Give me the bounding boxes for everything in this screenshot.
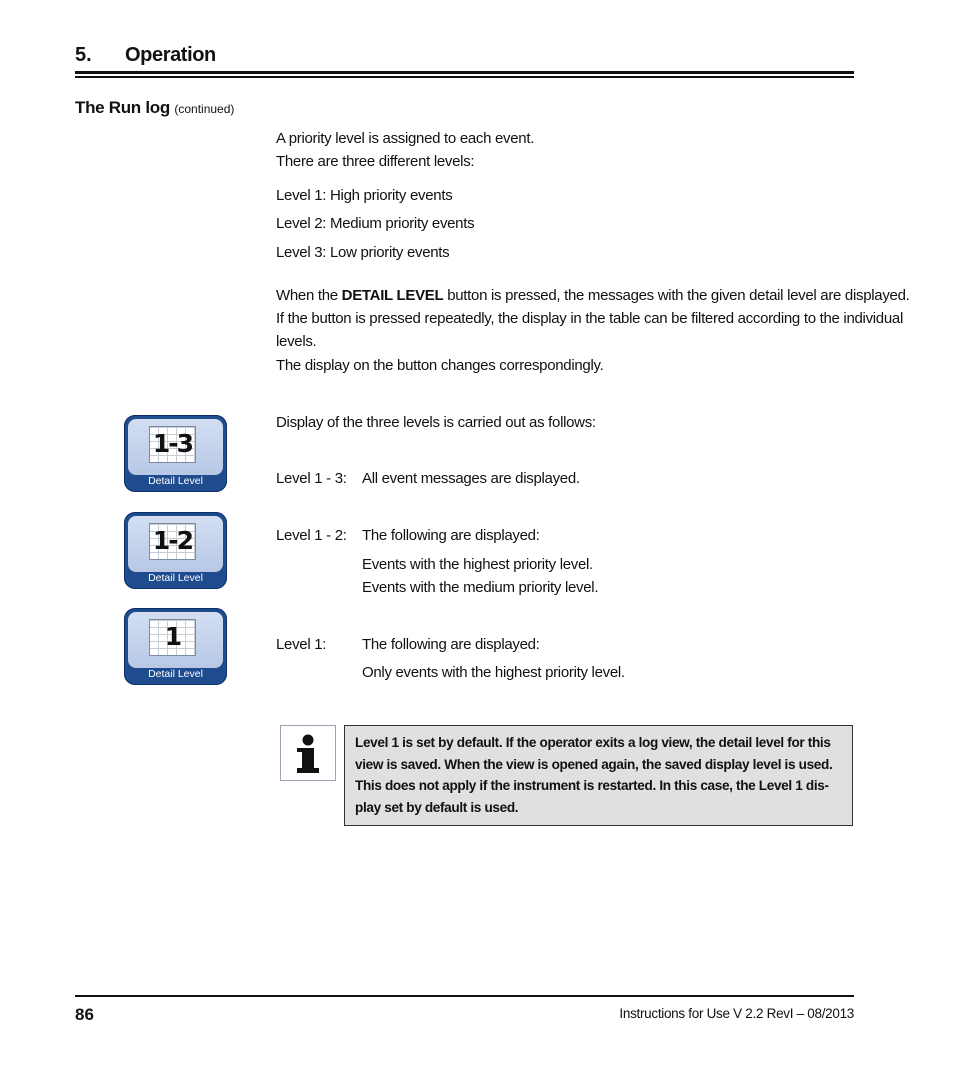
table-grid-icon <box>149 523 196 560</box>
section-title: Operation <box>125 44 216 66</box>
detail-level-button-1[interactable] <box>124 608 227 685</box>
note-text <box>355 732 847 818</box>
detail-level-button-label: Detail Level <box>148 572 203 584</box>
entry-1-label: Level 1 - 3: <box>276 470 347 487</box>
detail-paragraph-line-2: If the button is pressed repeatedly, the display in the table can be filtered according to the individual <box>276 310 903 327</box>
subheading-title: The Run log <box>75 98 170 117</box>
detail-paragraph-line-3: levels. <box>276 333 317 350</box>
table-grid-icon <box>149 426 196 463</box>
detail-post: button is pressed, the messages with the given detail level are displayed. <box>443 287 910 304</box>
entry-2-label: Level 1 - 2: <box>276 527 347 544</box>
entry-2-text: The following are displayed: <box>362 527 540 544</box>
footer-rule <box>75 995 854 997</box>
note-box <box>344 725 853 826</box>
detail-level-icon-text: 1-3 <box>152 429 193 458</box>
header-rule-thick <box>75 71 854 74</box>
note-line-1: Level 1 is set by default. If the operator exits a log view, the detail level for this <box>355 735 831 750</box>
entry-2-sub-2: Events with the medium priority level. <box>362 579 599 596</box>
level-2-description: Level 2: Medium priority events <box>276 215 475 232</box>
section-number: 5. <box>75 44 92 66</box>
entry-1-text: All event messages are displayed. <box>362 470 580 487</box>
table-grid-icon <box>149 619 196 656</box>
entry-2-sub-1: Events with the highest priority level. <box>362 556 593 573</box>
detail-level-button-label: Detail Level <box>148 668 203 680</box>
detail-level-button-name: DETAIL LEVEL <box>341 287 444 304</box>
intro-line-1: A priority level is assigned to each event. <box>276 130 535 147</box>
detail-level-button-label: Detail Level <box>148 475 203 487</box>
detail-paragraph-line-4: The display on the button changes correspondingly. <box>276 357 604 374</box>
detail-level-button-1-2[interactable] <box>124 512 227 589</box>
page-number: 86 <box>75 1005 94 1024</box>
display-intro: Display of the three levels is carried out as follows: <box>276 414 596 431</box>
detail-paragraph-line-1 <box>276 285 909 307</box>
header-rule-thin <box>75 76 854 78</box>
intro-line-2: There are three different levels: <box>276 153 475 170</box>
note-line-4: play set by default is used. <box>355 799 519 815</box>
document-reference: Instructions for Use V 2.2 RevI – 08/2013 <box>619 1006 854 1021</box>
detail-pre: When the <box>276 287 342 304</box>
level-1-description: Level 1: High priority events <box>276 187 453 204</box>
entry-3-sub-1: Only events with the highest priority level. <box>362 664 625 681</box>
detail-level-icon-text: 1 <box>164 622 181 651</box>
info-icon <box>280 725 336 781</box>
detail-level-icon-text: 1-2 <box>152 526 193 555</box>
subheading <box>75 98 234 118</box>
entry-3-label: Level 1: <box>276 636 327 653</box>
subheading-suffix: (continued) <box>174 102 235 116</box>
note-line-3: This does not apply if the instrument is restarted. In this case, the Level 1 dis- <box>355 778 829 793</box>
note-line-2: view is saved. When the view is opened again, the saved display level is used. <box>355 756 833 772</box>
level-3-description: Level 3: Low priority events <box>276 244 450 261</box>
entry-3-text: The following are displayed: <box>362 636 540 653</box>
detail-level-button-1-3[interactable] <box>124 415 227 492</box>
